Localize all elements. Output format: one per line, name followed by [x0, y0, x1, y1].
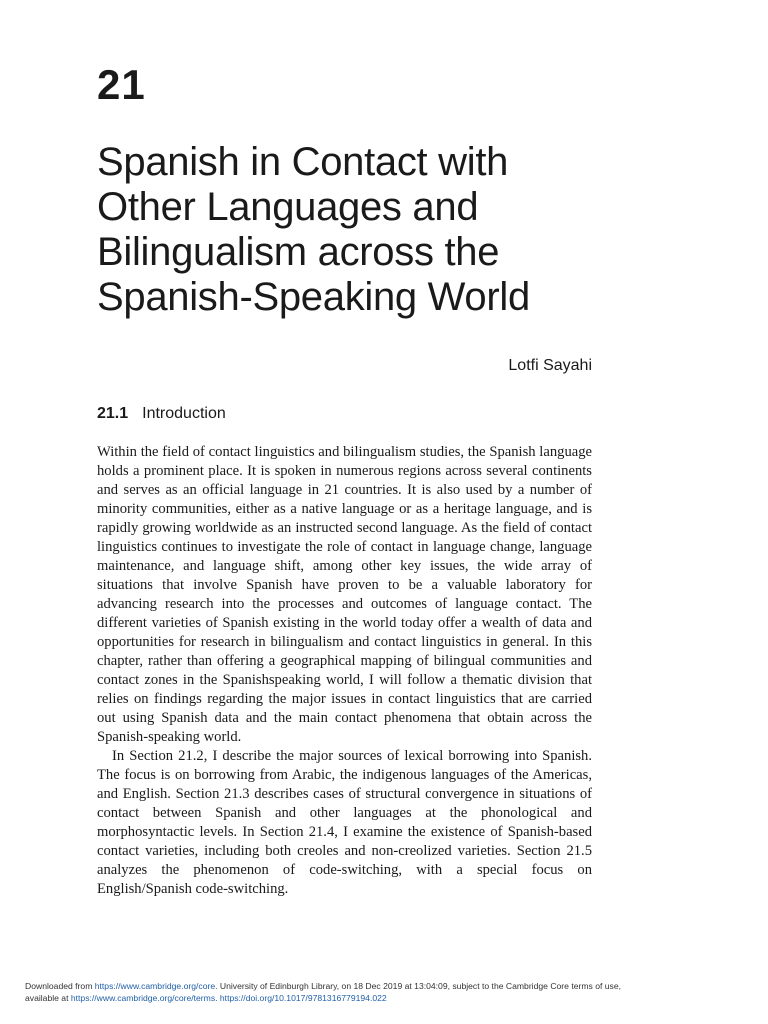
paragraph: Within the field of contact linguistics and bilingualism studies, the Spanish language holds a prominent place. It is spoken in numerous regions across several continents and serves as an official language in 21 countries. It is also used by a number of minority communities, either as a native language or as a heritage language, and is rapidly growing worldwide as an instructed second language. As the field of contact linguistics continues to investigate the role of contact in language change, language maintenance, and language shift, among other key issues, the wide array of situations that involve Spanish have proven to be a valuable laboratory for advancing research into the processes and outcomes of language contact. The different varieties of Spanish existing in the world today offer a wealth of data and opportunities for research in bilingualism and contact linguistics in general. In this chapter, rather than offering a geographical mapping of bilingual communities and contact zones in the Spanishspeaking world, I will follow a thematic division that relies on findings regarding the major issues in contact linguistics that are carried out using Spanish data and the main contact phenomena that obtain across the Spanish-speaking world.	[97, 444, 592, 745]
chapter-title-line: Bilingualism across the	[97, 230, 500, 274]
chapter-title-line: Spanish-Speaking World	[97, 275, 530, 319]
terms-link[interactable]: https://www.cambridge.org/core/terms	[70, 993, 216, 1003]
paragraph: In Section 21.2, I describe the major sources of lexical borrowing into Spanish. The focus is on borrowing from Arabic, the indigenous languages of the Americas, and English. Section 21.3 describes cases of structural convergence in situations of contact between Spanish and other languages at the phonological and morphosyntactic levels. In Section 21.4, I examine the existence of Spanish-based contact varieties, including both creoles and non-creolized varieties. Section 21.5 analyzes the phenomenon of code-switching, with a special focus on English/Spanish code-switching.	[97, 748, 592, 897]
chapter-title-line: Other Languages and	[97, 185, 479, 229]
doi-link[interactable]: https://doi.org/10.1017/9781316779194.022	[219, 993, 387, 1003]
chapter-title	[97, 140, 657, 320]
author-name: Lotfi Sayahi	[508, 357, 592, 374]
chapter-number: 21	[97, 61, 146, 108]
footer-line-2	[25, 992, 745, 1004]
section-heading	[97, 403, 226, 425]
section-title: Introduction	[142, 405, 226, 422]
download-footer	[25, 980, 745, 1004]
body-text	[97, 443, 592, 899]
footer-separator: .	[215, 993, 220, 1003]
footer-text: available at	[25, 993, 71, 1003]
footer-line-1	[25, 980, 745, 992]
footer-text: . University of Edinburgh Library, on 18 Dec 2019 at 13:04:09, subject to the Cambridge Core terms of use,	[215, 981, 621, 991]
footer-text: Downloaded from	[25, 981, 95, 991]
chapter-title-line: Spanish in Contact with	[97, 140, 509, 184]
cambridge-core-link[interactable]: https://www.cambridge.org/core	[94, 981, 216, 991]
section-number: 21.1	[97, 405, 129, 422]
